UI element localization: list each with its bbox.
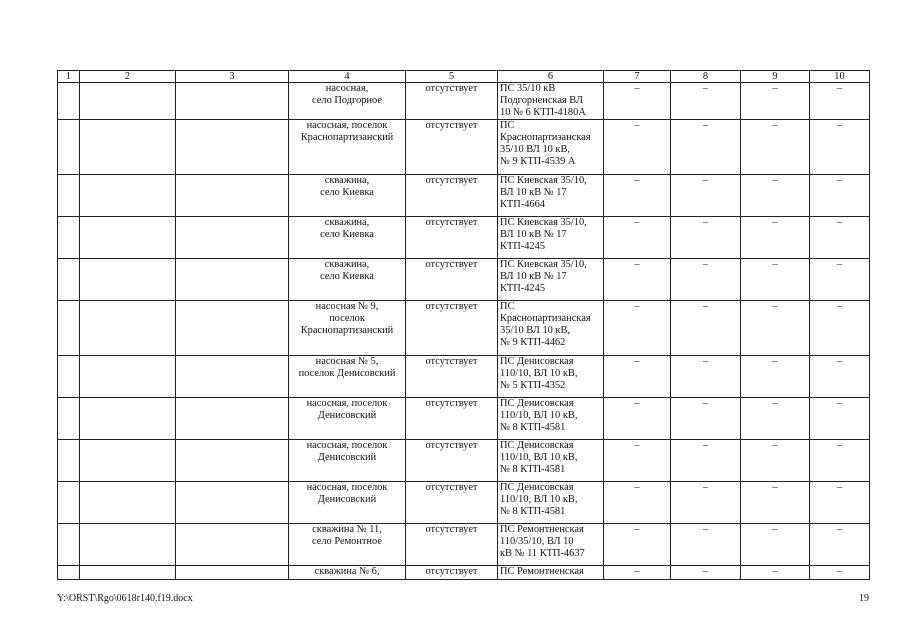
col-header-4: 4	[289, 71, 406, 83]
dash-cell-col-7: –	[604, 83, 671, 120]
empty-cell-col-1	[58, 259, 80, 301]
dash-cell-col-9: –	[741, 398, 810, 440]
dash-cell-col-9: –	[741, 301, 810, 356]
object-cell: насосная, поселок Краснопартизанский	[289, 120, 406, 175]
empty-cell-col-3	[176, 120, 289, 175]
dash-cell-col-9: –	[741, 175, 810, 217]
table-row	[58, 440, 870, 482]
empty-cell-col-2	[80, 356, 176, 398]
status-cell: отсутствует	[406, 398, 498, 440]
dash-cell-col-7: –	[604, 566, 671, 580]
empty-cell-col-1	[58, 217, 80, 259]
empty-cell-col-2	[80, 259, 176, 301]
dash-cell-col-8: –	[671, 440, 741, 482]
empty-cell-col-1	[58, 356, 80, 398]
dash-cell-col-10: –	[810, 83, 870, 120]
table-row	[58, 83, 870, 120]
empty-cell-col-2	[80, 175, 176, 217]
footer-file-path: Y:\ORST\Rgo\0618r140.f19.docx	[57, 593, 193, 604]
empty-cell-col-3	[176, 356, 289, 398]
status-cell: отсутствует	[406, 83, 498, 120]
object-cell: насосная, поселок Денисовский	[289, 440, 406, 482]
dash-cell-col-10: –	[810, 482, 870, 524]
dash-cell-col-10: –	[810, 524, 870, 566]
status-cell: отсутствует	[406, 120, 498, 175]
dash-cell-col-9: –	[741, 259, 810, 301]
status-cell: отсутствует	[406, 440, 498, 482]
dash-cell-col-8: –	[671, 482, 741, 524]
dash-cell-col-8: –	[671, 301, 741, 356]
object-cell: скважина № 11, село Ремонтное	[289, 524, 406, 566]
table-row	[58, 120, 870, 175]
dash-cell-col-10: –	[810, 217, 870, 259]
substation-cell: ПС Киевская 35/10, ВЛ 10 кВ № 17 КТП-4245	[498, 217, 604, 259]
substation-cell: ПС Ремонтненская	[498, 566, 604, 580]
dash-cell-col-9: –	[741, 524, 810, 566]
object-cell: насосная, поселок Денисовский	[289, 398, 406, 440]
substation-cell: ПС Денисовская 110/10, ВЛ 10 кВ, № 8 КТП-4581	[498, 482, 604, 524]
dash-cell-col-10: –	[810, 356, 870, 398]
status-cell: отсутствует	[406, 356, 498, 398]
dash-cell-col-9: –	[741, 356, 810, 398]
dash-cell-col-10: –	[810, 259, 870, 301]
dash-cell-col-7: –	[604, 440, 671, 482]
table-body	[58, 83, 870, 580]
substation-cell: ПС Краснопартизанская 35/10 ВЛ 10 кВ, № 9 КТП-4462	[498, 301, 604, 356]
dash-cell-col-8: –	[671, 259, 741, 301]
table-row	[58, 301, 870, 356]
status-cell: отсутствует	[406, 524, 498, 566]
dash-cell-col-7: –	[604, 398, 671, 440]
empty-cell-col-1	[58, 440, 80, 482]
empty-cell-col-3	[176, 259, 289, 301]
substation-cell: ПС Киевская 35/10, ВЛ 10 кВ № 17 КТП-4245	[498, 259, 604, 301]
col-header-9: 9	[741, 71, 810, 83]
dash-cell-col-10: –	[810, 120, 870, 175]
status-cell: отсутствует	[406, 482, 498, 524]
col-header-2: 2	[80, 71, 176, 83]
dash-cell-col-10: –	[810, 440, 870, 482]
table-row	[58, 356, 870, 398]
empty-cell-col-3	[176, 175, 289, 217]
empty-cell-col-2	[80, 120, 176, 175]
empty-cell-col-2	[80, 217, 176, 259]
empty-cell-col-1	[58, 120, 80, 175]
status-cell: отсутствует	[406, 259, 498, 301]
dash-cell-col-10: –	[810, 301, 870, 356]
dash-cell-col-7: –	[604, 259, 671, 301]
page-number: 19	[859, 593, 869, 604]
dash-cell-col-10: –	[810, 566, 870, 580]
col-header-5: 5	[406, 71, 498, 83]
empty-cell-col-3	[176, 566, 289, 580]
dash-cell-col-7: –	[604, 175, 671, 217]
dash-cell-col-9: –	[741, 120, 810, 175]
table-row	[58, 398, 870, 440]
substation-cell: ПС Ремонтненская 110/35/10, ВЛ 10 кВ № 11 КТП-4637	[498, 524, 604, 566]
status-cell: отсутствует	[406, 301, 498, 356]
col-header-10: 10	[810, 71, 870, 83]
empty-cell-col-2	[80, 566, 176, 580]
dash-cell-col-9: –	[741, 482, 810, 524]
data-table	[57, 70, 870, 580]
empty-cell-col-3	[176, 217, 289, 259]
dash-cell-col-7: –	[604, 120, 671, 175]
dash-cell-col-8: –	[671, 217, 741, 259]
object-cell: насосная № 9, поселок Краснопартизанский	[289, 301, 406, 356]
table-row	[58, 566, 870, 580]
empty-cell-col-1	[58, 566, 80, 580]
dash-cell-col-9: –	[741, 217, 810, 259]
dash-cell-col-7: –	[604, 524, 671, 566]
empty-cell-col-2	[80, 482, 176, 524]
empty-cell-col-3	[176, 440, 289, 482]
object-cell: насосная, поселок Денисовский	[289, 482, 406, 524]
dash-cell-col-8: –	[671, 398, 741, 440]
empty-cell-col-3	[176, 524, 289, 566]
substation-cell: ПС 35/10 кВ Подгорненская ВЛ 10 № 6 КТП-4180А	[498, 83, 604, 120]
header-row	[58, 71, 870, 83]
empty-cell-col-2	[80, 398, 176, 440]
object-cell: насосная № 5, поселок Денисовский	[289, 356, 406, 398]
object-cell: скважина, село Киевка	[289, 259, 406, 301]
dash-cell-col-8: –	[671, 175, 741, 217]
col-header-3: 3	[176, 71, 289, 83]
empty-cell-col-3	[176, 301, 289, 356]
substation-cell: ПС Денисовская 110/10, ВЛ 10 кВ, № 8 КТП-4581	[498, 440, 604, 482]
empty-cell-col-3	[176, 83, 289, 120]
dash-cell-col-10: –	[810, 398, 870, 440]
table-row	[58, 482, 870, 524]
col-header-1: 1	[58, 71, 80, 83]
empty-cell-col-1	[58, 398, 80, 440]
empty-cell-col-1	[58, 301, 80, 356]
empty-cell-col-3	[176, 398, 289, 440]
substation-cell: ПС Краснопартизанская 35/10 ВЛ 10 кВ, № 9 КТП-4539 А	[498, 120, 604, 175]
empty-cell-col-1	[58, 482, 80, 524]
empty-cell-col-2	[80, 301, 176, 356]
empty-cell-col-2	[80, 83, 176, 120]
dash-cell-col-7: –	[604, 217, 671, 259]
dash-cell-col-8: –	[671, 524, 741, 566]
empty-cell-col-3	[176, 482, 289, 524]
empty-cell-col-2	[80, 440, 176, 482]
table-row	[58, 217, 870, 259]
empty-cell-col-1	[58, 524, 80, 566]
dash-cell-col-8: –	[671, 356, 741, 398]
empty-cell-col-1	[58, 175, 80, 217]
object-cell: скважина, село Киевка	[289, 175, 406, 217]
col-header-7: 7	[604, 71, 671, 83]
object-cell: скважина № 6,	[289, 566, 406, 580]
table-row	[58, 524, 870, 566]
status-cell: отсутствует	[406, 566, 498, 580]
empty-cell-col-1	[58, 83, 80, 120]
object-cell: скважина, село Киевка	[289, 217, 406, 259]
dash-cell-col-7: –	[604, 482, 671, 524]
col-header-6: 6	[498, 71, 604, 83]
dash-cell-col-7: –	[604, 301, 671, 356]
empty-cell-col-2	[80, 524, 176, 566]
dash-cell-col-9: –	[741, 83, 810, 120]
substation-cell: ПС Денисовская 110/10, ВЛ 10 кВ, № 5 КТП-4352	[498, 356, 604, 398]
table-row	[58, 259, 870, 301]
dash-cell-col-8: –	[671, 566, 741, 580]
dash-cell-col-10: –	[810, 175, 870, 217]
status-cell: отсутствует	[406, 175, 498, 217]
status-cell: отсутствует	[406, 217, 498, 259]
dash-cell-col-8: –	[671, 83, 741, 120]
dash-cell-col-9: –	[741, 440, 810, 482]
col-header-8: 8	[671, 71, 741, 83]
substation-cell: ПС Денисовская 110/10, ВЛ 10 кВ, № 8 КТП-4581	[498, 398, 604, 440]
object-cell: насосная, село Подгорное	[289, 83, 406, 120]
dash-cell-col-8: –	[671, 120, 741, 175]
table-row	[58, 175, 870, 217]
dash-cell-col-7: –	[604, 356, 671, 398]
dash-cell-col-9: –	[741, 566, 810, 580]
substation-cell: ПС Киевская 35/10, ВЛ 10 кВ № 17 КТП-4664	[498, 175, 604, 217]
